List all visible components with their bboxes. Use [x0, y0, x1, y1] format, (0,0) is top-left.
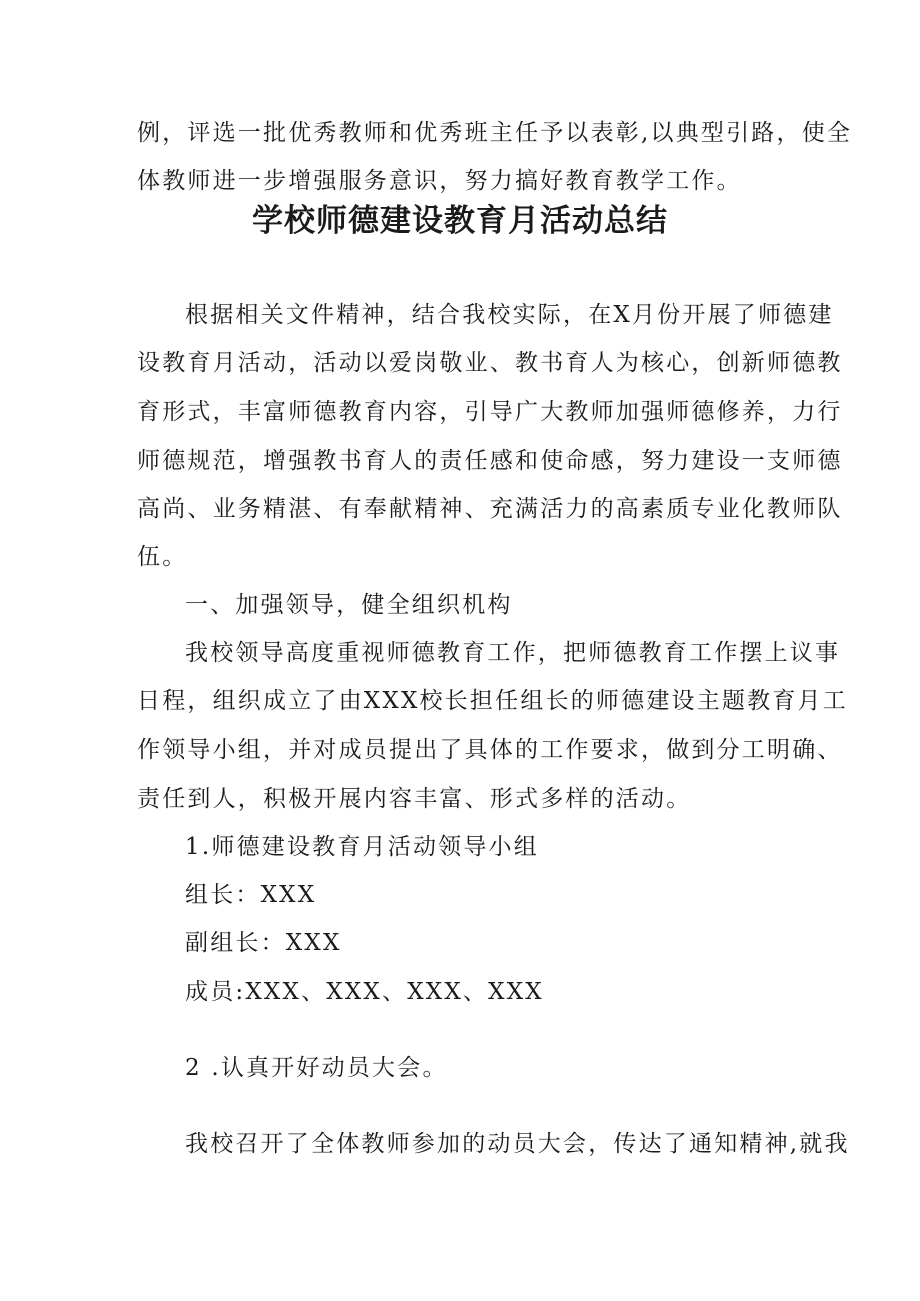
para1-line-2: 设教育月活动，活动以爱岗敬业、教书育人为核心，创新师德教: [137, 350, 843, 376]
intro-line-2: 体教师进一步增强服务意识，努力搞好教育教学工作。: [137, 168, 742, 194]
members-line: 成员:XXX、XXX、XXX、XXX: [185, 979, 544, 1005]
para2-line-4: 责任到人，积极开展内容丰富、形式多样的活动。: [137, 786, 692, 812]
para2-line-2: 日程，组织成立了由XXX校长担任组长的师德建设主题教育月工: [137, 688, 848, 714]
para1-line-3: 育形式，丰富师德教育内容，引导广大教师加强师德修养，力行: [137, 399, 843, 425]
leader-line: 组长：XXX: [185, 882, 317, 908]
para1-line-6: 伍。: [137, 544, 188, 570]
deputy-leader-line: 副组长：XXX: [185, 930, 342, 956]
intro-line-1: 例，评选一批优秀教师和优秀班主任予以表彰,以典型引路，使全: [137, 120, 853, 146]
document-title: 学校师德建设教育月活动总结: [252, 203, 668, 239]
item2-heading: 2 .认真开好动员大会。: [185, 1055, 448, 1081]
para1-line-4: 师德规范，增强教书育人的责任感和使命感，努力建设一支师德: [137, 448, 843, 474]
para2-line-1: 我校领导高度重视师德教育工作，把师德教育工作摆上议事: [185, 640, 841, 666]
para2-line-3: 作领导小组，并对成员提出了具体的工作要求，做到分工明确、: [137, 737, 843, 763]
para3-line-1: 我校召开了全体教师参加的动员大会，传达了通知精神,就我: [185, 1131, 850, 1157]
para1-line-5: 高尚、业务精湛、有奉献精神、充满活力的高素质专业化教师队: [137, 496, 843, 522]
item1-heading: 1.师德建设教育月活动领导小组: [185, 834, 539, 860]
section1-heading: 一、加强领导，健全组织机构: [185, 592, 513, 618]
para1-line-1: 根据相关文件精神，结合我校实际，在X月份开展了师德建: [185, 302, 834, 328]
